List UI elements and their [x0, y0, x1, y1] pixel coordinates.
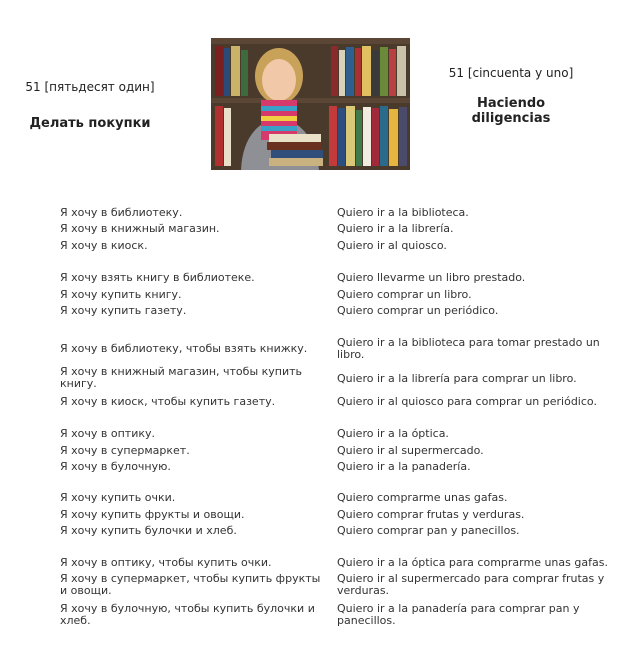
phrase-es: Quiero ir a la panadería. — [337, 460, 471, 473]
phrase-es: Quiero comprar un periódico. — [337, 304, 499, 317]
phrase-ru: Я хочу купить очки. — [60, 491, 176, 504]
phrase-es: Quiero ir a la biblioteca. — [337, 206, 469, 219]
lesson-number-es: 51 [cincuenta y uno] — [448, 66, 574, 80]
phrase-es: Quiero ir a la librería. — [337, 222, 454, 235]
phrase-es: Quiero ir al quiosco. — [337, 239, 447, 252]
phrase-ru: Я хочу в оптику, чтобы купить очки. — [60, 556, 272, 569]
phrase-ru: Я хочу купить булочки и хлеб. — [60, 524, 237, 537]
phrase-ru: Я хочу в киоск. — [60, 239, 148, 252]
phrase-es: Quiero comprar frutas y verduras. — [337, 508, 525, 521]
phrase-ru: Я хочу в библиотеку. — [60, 206, 183, 219]
phrase-ru: Я хочу в супермаркет, чтобы купить фрукты и овощи. — [60, 572, 321, 597]
phrase-es: Quiero ir al supermercado para comprar frutas y verduras. — [337, 572, 605, 597]
phrase-es: Quiero ir a la panadería para comprar pan y panecillos. — [337, 602, 580, 627]
phrase-es: Quiero llevarme un libro prestado. — [337, 271, 526, 284]
phrase-es: Quiero ir al supermercado. — [337, 444, 484, 457]
header-left — [10, 80, 170, 131]
student-with-books-image — [211, 38, 410, 170]
phrase-ru: Я хочу взять книгу в библиотеке. — [60, 271, 255, 284]
lesson-title-es: Haciendo diligencias — [471, 96, 551, 126]
phrase-es: Quiero comprarme unas gafas. — [337, 491, 508, 504]
phrase-ru: Я хочу в булочную. — [60, 460, 171, 473]
lesson-title-ru: Делать покупки — [29, 116, 151, 131]
phrase-ru: Я хочу в оптику. — [60, 427, 155, 440]
phrase-es: Quiero ir a la biblioteca para tomar prestado un libro. — [337, 336, 600, 361]
phrase-ru: Я хочу купить книгу. — [60, 288, 182, 301]
header-right — [440, 66, 582, 126]
phrase-ru: Я хочу в книжный магазин, чтобы купить книгу. — [60, 365, 303, 390]
phrase-es: Quiero ir al quiosco para comprar un periódico. — [337, 395, 597, 408]
phrase-ru: Я хочу купить газету. — [60, 304, 187, 317]
phrase-es: Quiero comprar pan y panecillos. — [337, 524, 520, 537]
phrase-es: Quiero ir a la óptica para comprarme unas gafas. — [337, 556, 608, 569]
phrase-es: Quiero ir a la librería para comprar un libro. — [337, 372, 577, 385]
phrase-es: Quiero ir a la óptica. — [337, 427, 449, 440]
phrase-ru: Я хочу купить фрукты и овощи. — [60, 508, 245, 521]
lesson-number-ru: 51 [пятьдесят один] — [25, 80, 155, 94]
phrase-ru: Я хочу в булочную, чтобы купить булочки и хлеб. — [60, 602, 315, 627]
phrase-es: Quiero comprar un libro. — [337, 288, 472, 301]
phrase-ru: Я хочу в библиотеку, чтобы взять книжку. — [60, 342, 308, 355]
lesson-photo — [211, 38, 410, 170]
phrase-ru: Я хочу в киоск, чтобы купить газету. — [60, 395, 276, 408]
phrase-ru: Я хочу в книжный магазин. — [60, 222, 220, 235]
phrase-ru: Я хочу в супермаркет. — [60, 444, 190, 457]
